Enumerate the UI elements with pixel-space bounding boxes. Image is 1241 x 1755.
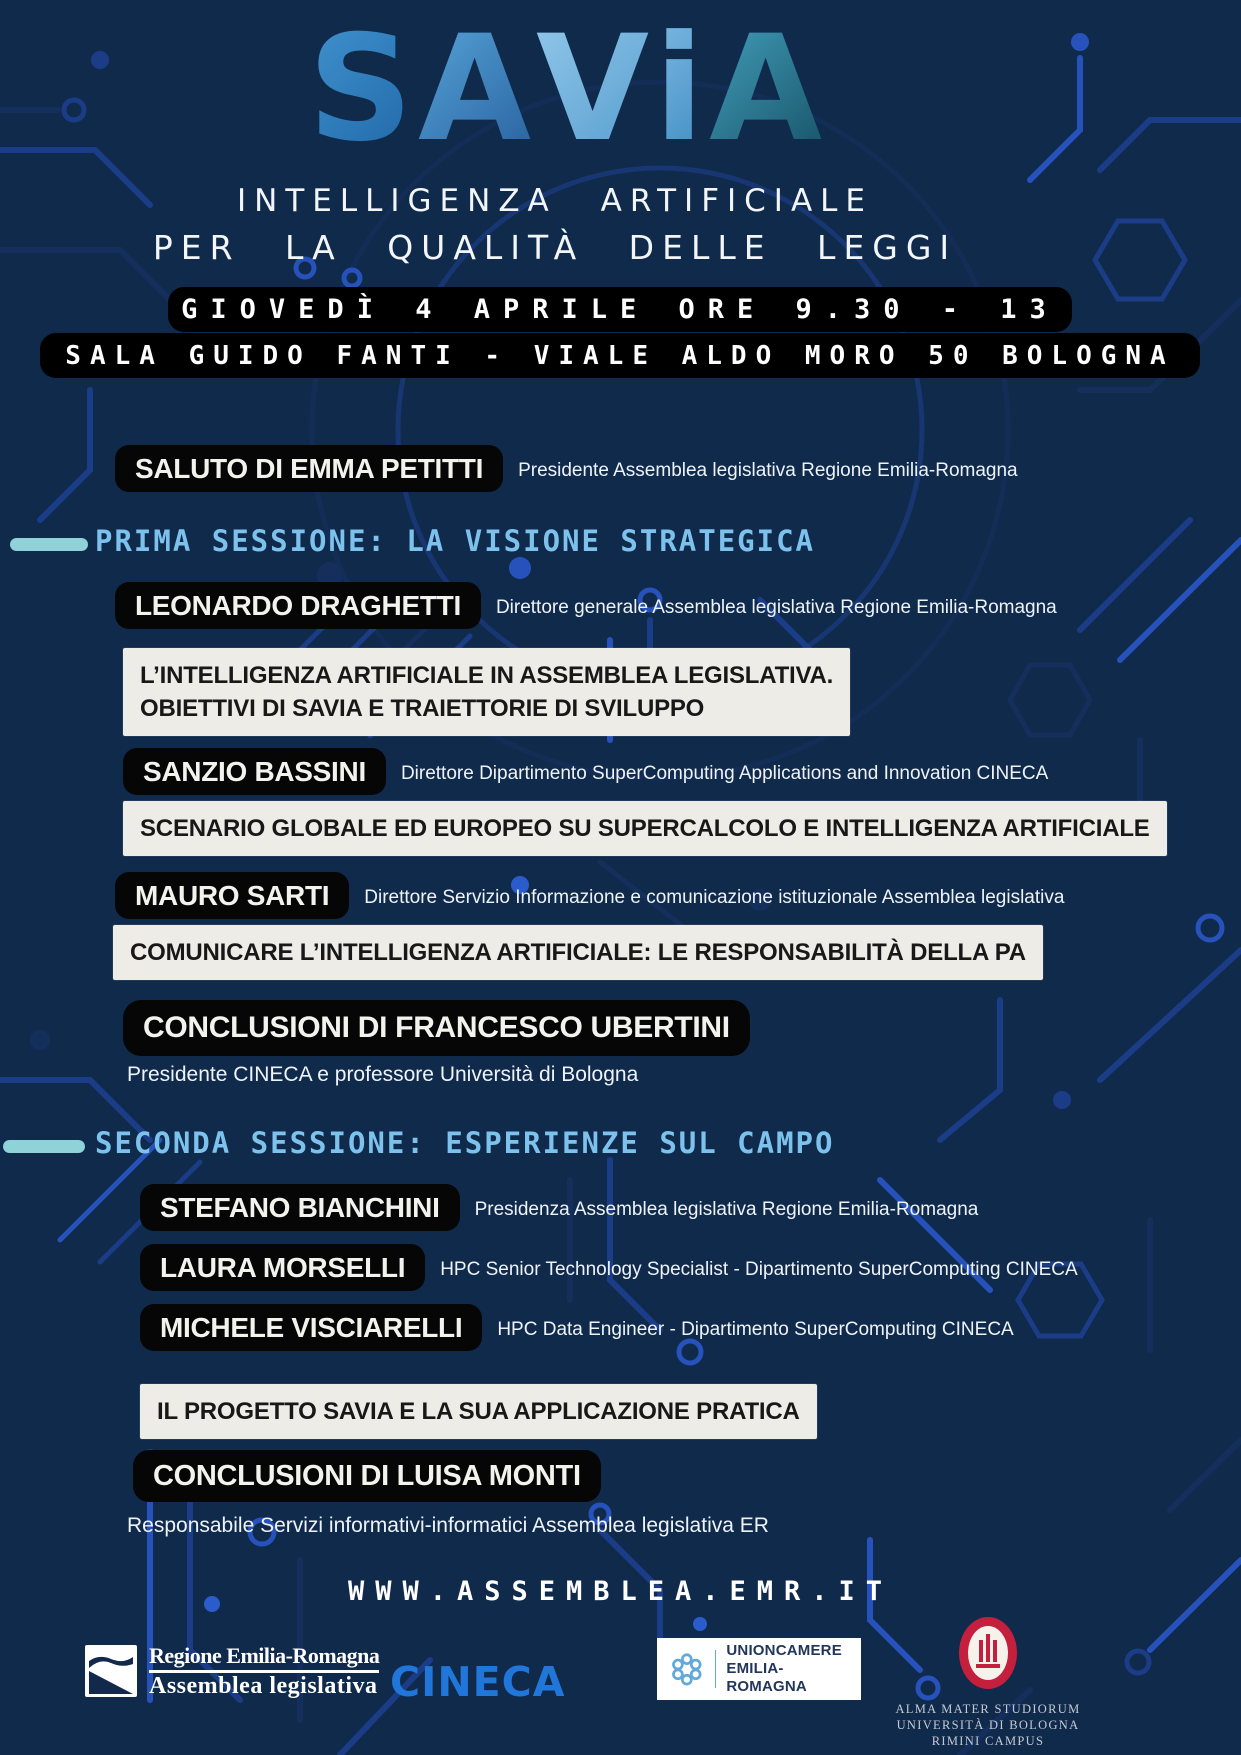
speaker-role-draghetti: Direttore generale Assemblea legislativa Regione Emilia-Romagna	[495, 596, 1057, 618]
session1-dash	[10, 538, 88, 556]
talk-box-sarti	[113, 925, 1043, 980]
session2-dash	[3, 1140, 85, 1158]
date-time-banner: GIOVEDÌ 4 APRILE ORE 9.30 - 13	[168, 287, 1072, 332]
website-url[interactable]: WWW.ASSEMBLEA.EMR.IT	[347, 1576, 894, 1607]
rer-line1: Regione Emilia-Romagna	[149, 1644, 379, 1673]
talk-box-bassini	[123, 801, 1167, 856]
speaker-role-bassini: Direttore Dipartimento SuperComputing Applications and Innovation CINECA	[400, 762, 1049, 784]
unioncamere-line2: EMILIA-ROMAGNA	[726, 1660, 807, 1695]
speaker-role-bianchini: Presidenza Assemblea legislativa Regione Emilia-Romagna	[474, 1198, 979, 1220]
speaker-role-sarti: Direttore Servizio Informazione e comunicazione istituzionale Assemblea legislativa	[364, 886, 1065, 908]
speaker-pill-visciarelli: MICHELE VISCIARELLI	[140, 1304, 482, 1351]
speaker-row	[140, 1184, 978, 1231]
unioncamere-logo	[657, 1638, 861, 1700]
speaker-pill-sarti: MAURO SARTI	[115, 872, 349, 919]
rer-line2: Assemblea legislativa	[149, 1673, 378, 1699]
speaker-pill-bianchini: STEFANO BIANCHINI	[140, 1184, 460, 1231]
unibo-seal-icon	[958, 1616, 1018, 1690]
speaker-row	[115, 872, 1064, 919]
logo-letter-i: i	[654, 4, 710, 174]
savia-logo	[0, 4, 1135, 174]
talk-line: IL PROGETTO SAVIA E LA SUA APPLICAZIONE PRATICA	[157, 1398, 800, 1425]
unibo-line3: RIMINI CAMPUS	[931, 1734, 1045, 1748]
session2-conclusion-pill-wrap	[133, 1450, 601, 1502]
logo-letter-s: S	[307, 4, 419, 174]
talk-line: COMUNICARE L’INTELLIGENZA ARTIFICIALE: LE RESPONSABILITÀ DELLA PA	[130, 939, 1026, 966]
conclusion-pill-monti: CONCLUSIONI DI LUISA MONTI	[133, 1450, 601, 1502]
greeting-speaker-role: Presidente Assemblea legislativa Regione Emilia-Romagna	[518, 459, 1018, 481]
subtitle-line-1: INTELLIGENZA ARTIFICIALE	[236, 183, 874, 219]
speaker-row	[140, 1244, 1078, 1291]
unioncamere-line1: UNIONCAMERE	[726, 1642, 842, 1659]
conclusion-role-monti: Responsabile Servizi informativi-informatici Assemblea legislativa ER	[127, 1514, 769, 1537]
speaker-pill-morselli: LAURA MORSELLI	[140, 1244, 425, 1291]
greeting-row	[115, 445, 1018, 492]
logo-letter-a2: A	[709, 4, 828, 174]
conclusion-role-ubertini: Presidente CINECA e professore Università di Bologna	[127, 1063, 639, 1086]
talk-box-draghetti	[123, 648, 850, 736]
unibo-logo	[868, 1616, 1108, 1749]
logo-letter-v: V	[536, 4, 655, 174]
session2-title: SECONDA SESSIONE: ESPERIENZE SUL CAMPO	[95, 1126, 835, 1160]
regione-emilia-romagna-logo	[85, 1644, 379, 1698]
session1-title: PRIMA SESSIONE: LA VISIONE STRATEGICA	[95, 524, 816, 558]
speaker-pill-draghetti: LEONARDO DRAGHETTI	[115, 582, 481, 629]
talk-line: L’INTELLIGENZA ARTIFICIALE IN ASSEMBLEA LEGISLATIVA.	[140, 662, 834, 689]
speaker-row	[115, 582, 1057, 629]
conclusion-pill-ubertini: CONCLUSIONI DI FRANCESCO UBERTINI	[123, 1000, 750, 1056]
speaker-role-morselli: HPC Senior Technology Specialist - Dipartimento SuperComputing CINECA	[440, 1258, 1078, 1280]
greeting-speaker-pill: SALUTO DI EMMA PETITTI	[115, 445, 503, 492]
unioncamere-icon	[669, 1649, 705, 1689]
speaker-pill-bassini: SANZIO BASSINI	[123, 748, 386, 795]
logo-letter-a1: A	[418, 4, 537, 174]
unibo-line1: ALMA MATER STUDIORUM	[895, 1702, 1081, 1716]
session1-conclusion-pill-wrap	[123, 1000, 750, 1056]
speaker-row	[140, 1304, 1014, 1351]
speaker-row	[123, 748, 1048, 795]
talk-line: OBIETTIVI DI SAVIA E TRAIETTORIE DI SVILUPPO	[140, 695, 705, 722]
cineca-logo: CINECA	[390, 1658, 566, 1706]
unibo-line2: UNIVERSITÀ DI BOLOGNA	[896, 1718, 1080, 1732]
regione-emilia-romagna-icon	[85, 1645, 137, 1697]
unioncamere-divider	[715, 1650, 717, 1688]
speaker-role-visciarelli: HPC Data Engineer - Dipartimento SuperComputing CINECA	[497, 1318, 1014, 1340]
talk-box-savia-project	[140, 1384, 817, 1439]
location-banner: SALA GUIDO FANTI - VIALE ALDO MORO 50 BOLOGNA	[40, 333, 1200, 378]
talk-line: SCENARIO GLOBALE ED EUROPEO SU SUPERCALCOLO E INTELLIGENZA ARTIFICIALE	[140, 815, 1150, 842]
subtitle-line-2: PER LA QUALITÀ DELLE LEGGI	[152, 228, 958, 267]
